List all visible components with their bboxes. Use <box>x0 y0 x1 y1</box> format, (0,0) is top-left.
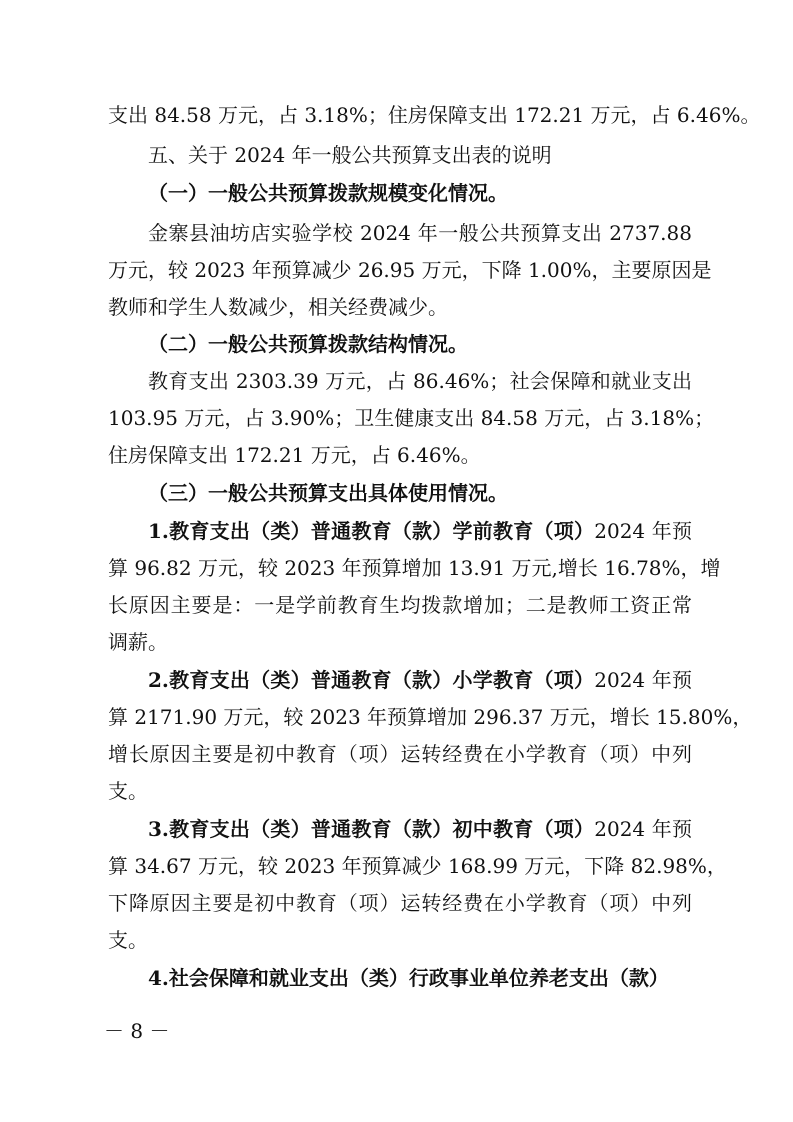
item-heading-line: 4.社会保障和就业支出（类）行政事业单位养老支出（款） <box>148 966 669 990</box>
paragraph-line: 下降原因主要是初中教育（项）运转经费在小学教育（项）中列 <box>108 891 692 915</box>
subsection-heading: （二）一般公共预算拨款结构情况。 <box>148 332 468 356</box>
paragraph-line: 教师和学生人数减少，相关经费减少。 <box>108 295 448 319</box>
paragraph-line: 算 96.82 万元，较 2023 年预算增加 13.91 万元,增长 16.78%，增 <box>108 556 721 580</box>
paragraph-line: 住房保障支出 172.21 万元，占 6.46%。 <box>108 443 481 467</box>
item-heading-line: 3.教育支出（类）普通教育（款）初中教育（项）2024 年预 <box>148 817 692 841</box>
paragraph-line: 算 34.67 万元，较 2023 年预算减少 168.99 万元，下降 82.98%， <box>108 854 727 878</box>
paragraph-line: 支出 84.58 万元，占 3.18%；住房保障支出 172.21 万元，占 6.46%。 <box>108 103 761 127</box>
paragraph-line: 增长原因主要是初中教育（项）运转经费在小学教育（项）中列 <box>108 742 692 766</box>
paragraph-line: 调薪。 <box>108 630 168 654</box>
subsection-heading: （三）一般公共预算支出具体使用情况。 <box>148 481 508 505</box>
paragraph-line: 支。 <box>108 928 148 952</box>
paragraph-line: 教育支出 2303.39 万元，占 86.46%；社会保障和就业支出 <box>148 369 692 393</box>
paragraph-line: 金寨县油坊店实验学校 2024 年一般公共预算支出 2737.88 <box>148 221 692 245</box>
paragraph-line: 支。 <box>108 779 148 803</box>
item-heading-line: 2.教育支出（类）普通教育（款）小学教育（项）2024 年预 <box>148 668 692 692</box>
section-heading: 五、关于 2024 年一般公共预算支出表的说明 <box>148 143 552 167</box>
paragraph-line: 万元，较 2023 年预算减少 26.95 万元，下降 1.00%，主要原因是 <box>108 258 712 282</box>
page-number: － 8 － <box>104 1019 170 1043</box>
paragraph-line: 长原因主要是：一是学前教育生均拨款增加；二是教师工资正常 <box>108 593 692 617</box>
subsection-heading: （一）一般公共预算拨款规模变化情况。 <box>148 181 508 205</box>
item-heading-line: 1.教育支出（类）普通教育（款）学前教育（项）2024 年预 <box>148 519 692 543</box>
paragraph-line: 103.95 万元，占 3.90%；卫生健康支出 84.58 万元，占 3.18%； <box>108 406 715 430</box>
paragraph-line: 算 2171.90 万元，较 2023 年预算增加 296.37 万元，增长 15.80%， <box>108 705 753 729</box>
